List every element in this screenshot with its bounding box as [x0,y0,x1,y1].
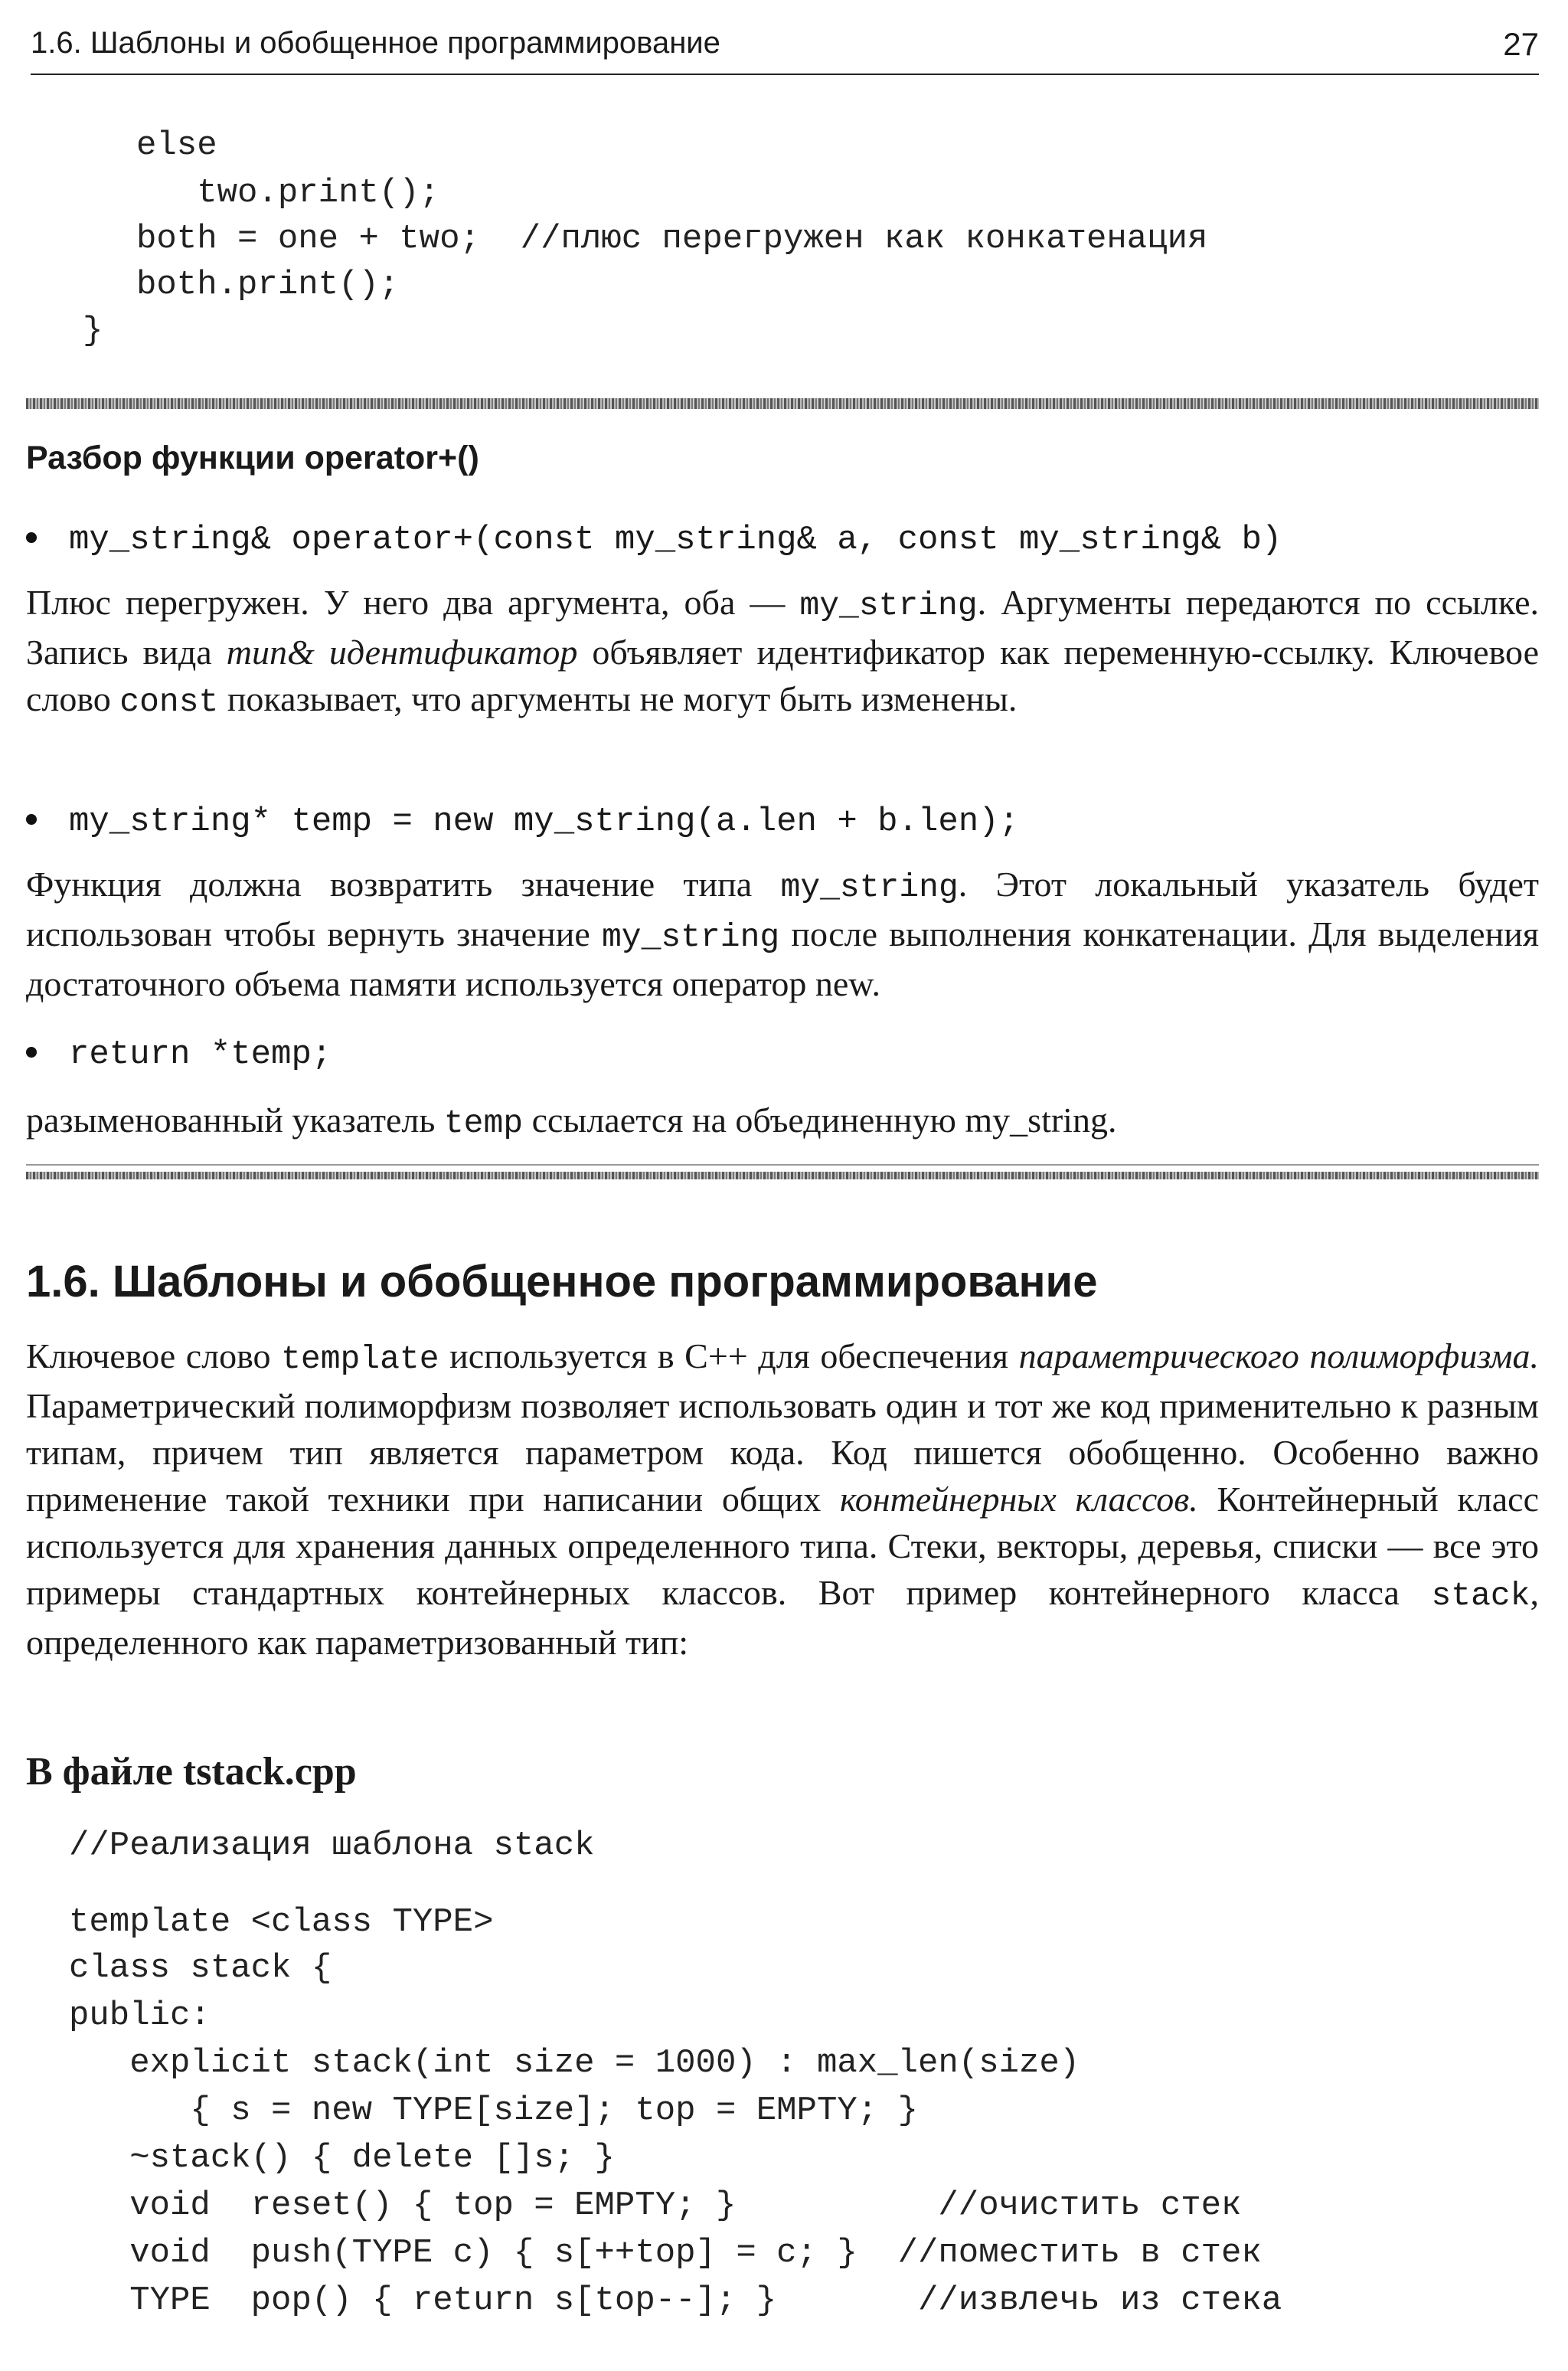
sidebar-paragraph-3 [26,1097,1539,1146]
text-run: ссылается на объединенную my_string. [523,1100,1117,1140]
code-line: explicit stack(int size = 1000) : max_len(size) [69,2044,1080,2082]
bullet-code: my_string* temp = new my_string(a.len + b.len); [69,803,1020,841]
bullet-item [26,1029,332,1078]
sidebar-bottom-thin-rule [26,1164,1539,1166]
inline-code: stack [1431,1577,1530,1614]
text-run: . Аргументы передаются по ссылке. Запись вида [26,583,1539,672]
code-line: both.print(); [136,266,400,304]
inline-code: my_string [601,918,780,956]
text-run: . [871,964,880,1003]
code-line: //Реализация шаблона stack [69,1826,595,1865]
text-run: разыменованный указатель [26,1100,444,1140]
emphasis: контейнерных классов. [839,1480,1198,1519]
code-line: template <class TYPE> [69,1903,494,1941]
text-run: . Этот локальный указатель будет использован чтобы вернуть значение [26,865,1539,953]
text-run: Плюс перегружен. У него два аргумента, оба — [26,583,800,622]
sidebar-title: Разбор функции operator+() [26,440,479,476]
section-intro-paragraph [26,1333,1539,1666]
file-heading: В файле tstack.cpp [26,1750,357,1794]
code-line: } [83,312,103,350]
emphasis: тип& идентификатор [226,633,578,672]
page-number: 27 [1503,26,1539,62]
inline-code: temp [443,1104,524,1142]
text-run: Ключевое слово [26,1336,282,1375]
code-line: two.print(); [136,174,440,212]
text-run: показывает, что аргументы не могут быть изменены. [218,679,1018,718]
code-line: { s = new TYPE[size]; top = EMPTY; } [69,2091,918,2130]
code-line: TYPE pop() { return s[top--]; } //извлечь из стека [69,2281,1282,2320]
inline-code: template [281,1340,439,1378]
section-heading: 1.6. Шаблоны и обобщенное программирование [26,1257,1098,1307]
text-run: объявляет идентификатор как переменную-ссылку. Ключевое слово [26,633,1539,718]
sidebar-top-rule [26,398,1539,409]
bullet-item [26,515,1282,563]
text-run: после выполнения конкатенации. Для выделения достаточного объема памяти используется оператор [26,914,1539,1003]
code-line: class stack { [69,1949,332,1987]
inline-code: my_string [780,868,959,906]
bullet-icon [26,532,37,543]
bullet-icon [26,814,37,825]
text-run: , определенного как параметризованный тип: [26,1573,1539,1662]
inline-code: my_string [799,587,978,624]
running-header [31,26,1539,75]
sidebar-paragraph-2 [26,861,1539,1007]
text-run: Параметрический полиморфизм позволяет использовать один и тот же код применительно к разным типам, причем тип является параметром кода. Код пишется обобщенно. Особенно важно применение такой техники при написании общих [26,1386,1539,1519]
code-line: else [136,126,217,165]
code-line: void reset() { top = EMPTY; } //очистить стек [69,2186,1242,2225]
bullet-icon [26,1047,37,1058]
bullet-code: my_string& operator+(const my_string& a, const my_string& b) [69,521,1282,559]
sidebar-paragraph-1 [26,579,1539,725]
running-header-title: 1.6. Шаблоны и обобщенное программирование [31,26,720,60]
sidebar-bottom-rule [26,1172,1539,1179]
bullet-code: return *temp; [69,1035,332,1074]
text-run: используется в C++ для обеспечения [439,1336,1019,1375]
bullet-item [26,796,1019,845]
inline-code: new [815,964,872,1003]
code-line: ~stack() { delete []s; } [69,2139,615,2177]
code-line: both = one + two; //плюс перегружен как конкатенация [136,220,1208,258]
inline-code: const [119,683,219,721]
code-line: void push(TYPE c) { s[++top] = c; } //поместить в стек [69,2234,1262,2272]
code-line: public: [69,1997,211,2035]
text-run: Функция должна возвратить значение типа [26,865,781,904]
text-run: Контейнерный класс используется для хранения данных определенного типа. Стеки, векторы, деревья, списки — все это примеры стандартных контейнерных классов. Вот пример контейнерного класса [26,1480,1539,1612]
emphasis: параметрического полиморфизма. [1018,1336,1539,1375]
